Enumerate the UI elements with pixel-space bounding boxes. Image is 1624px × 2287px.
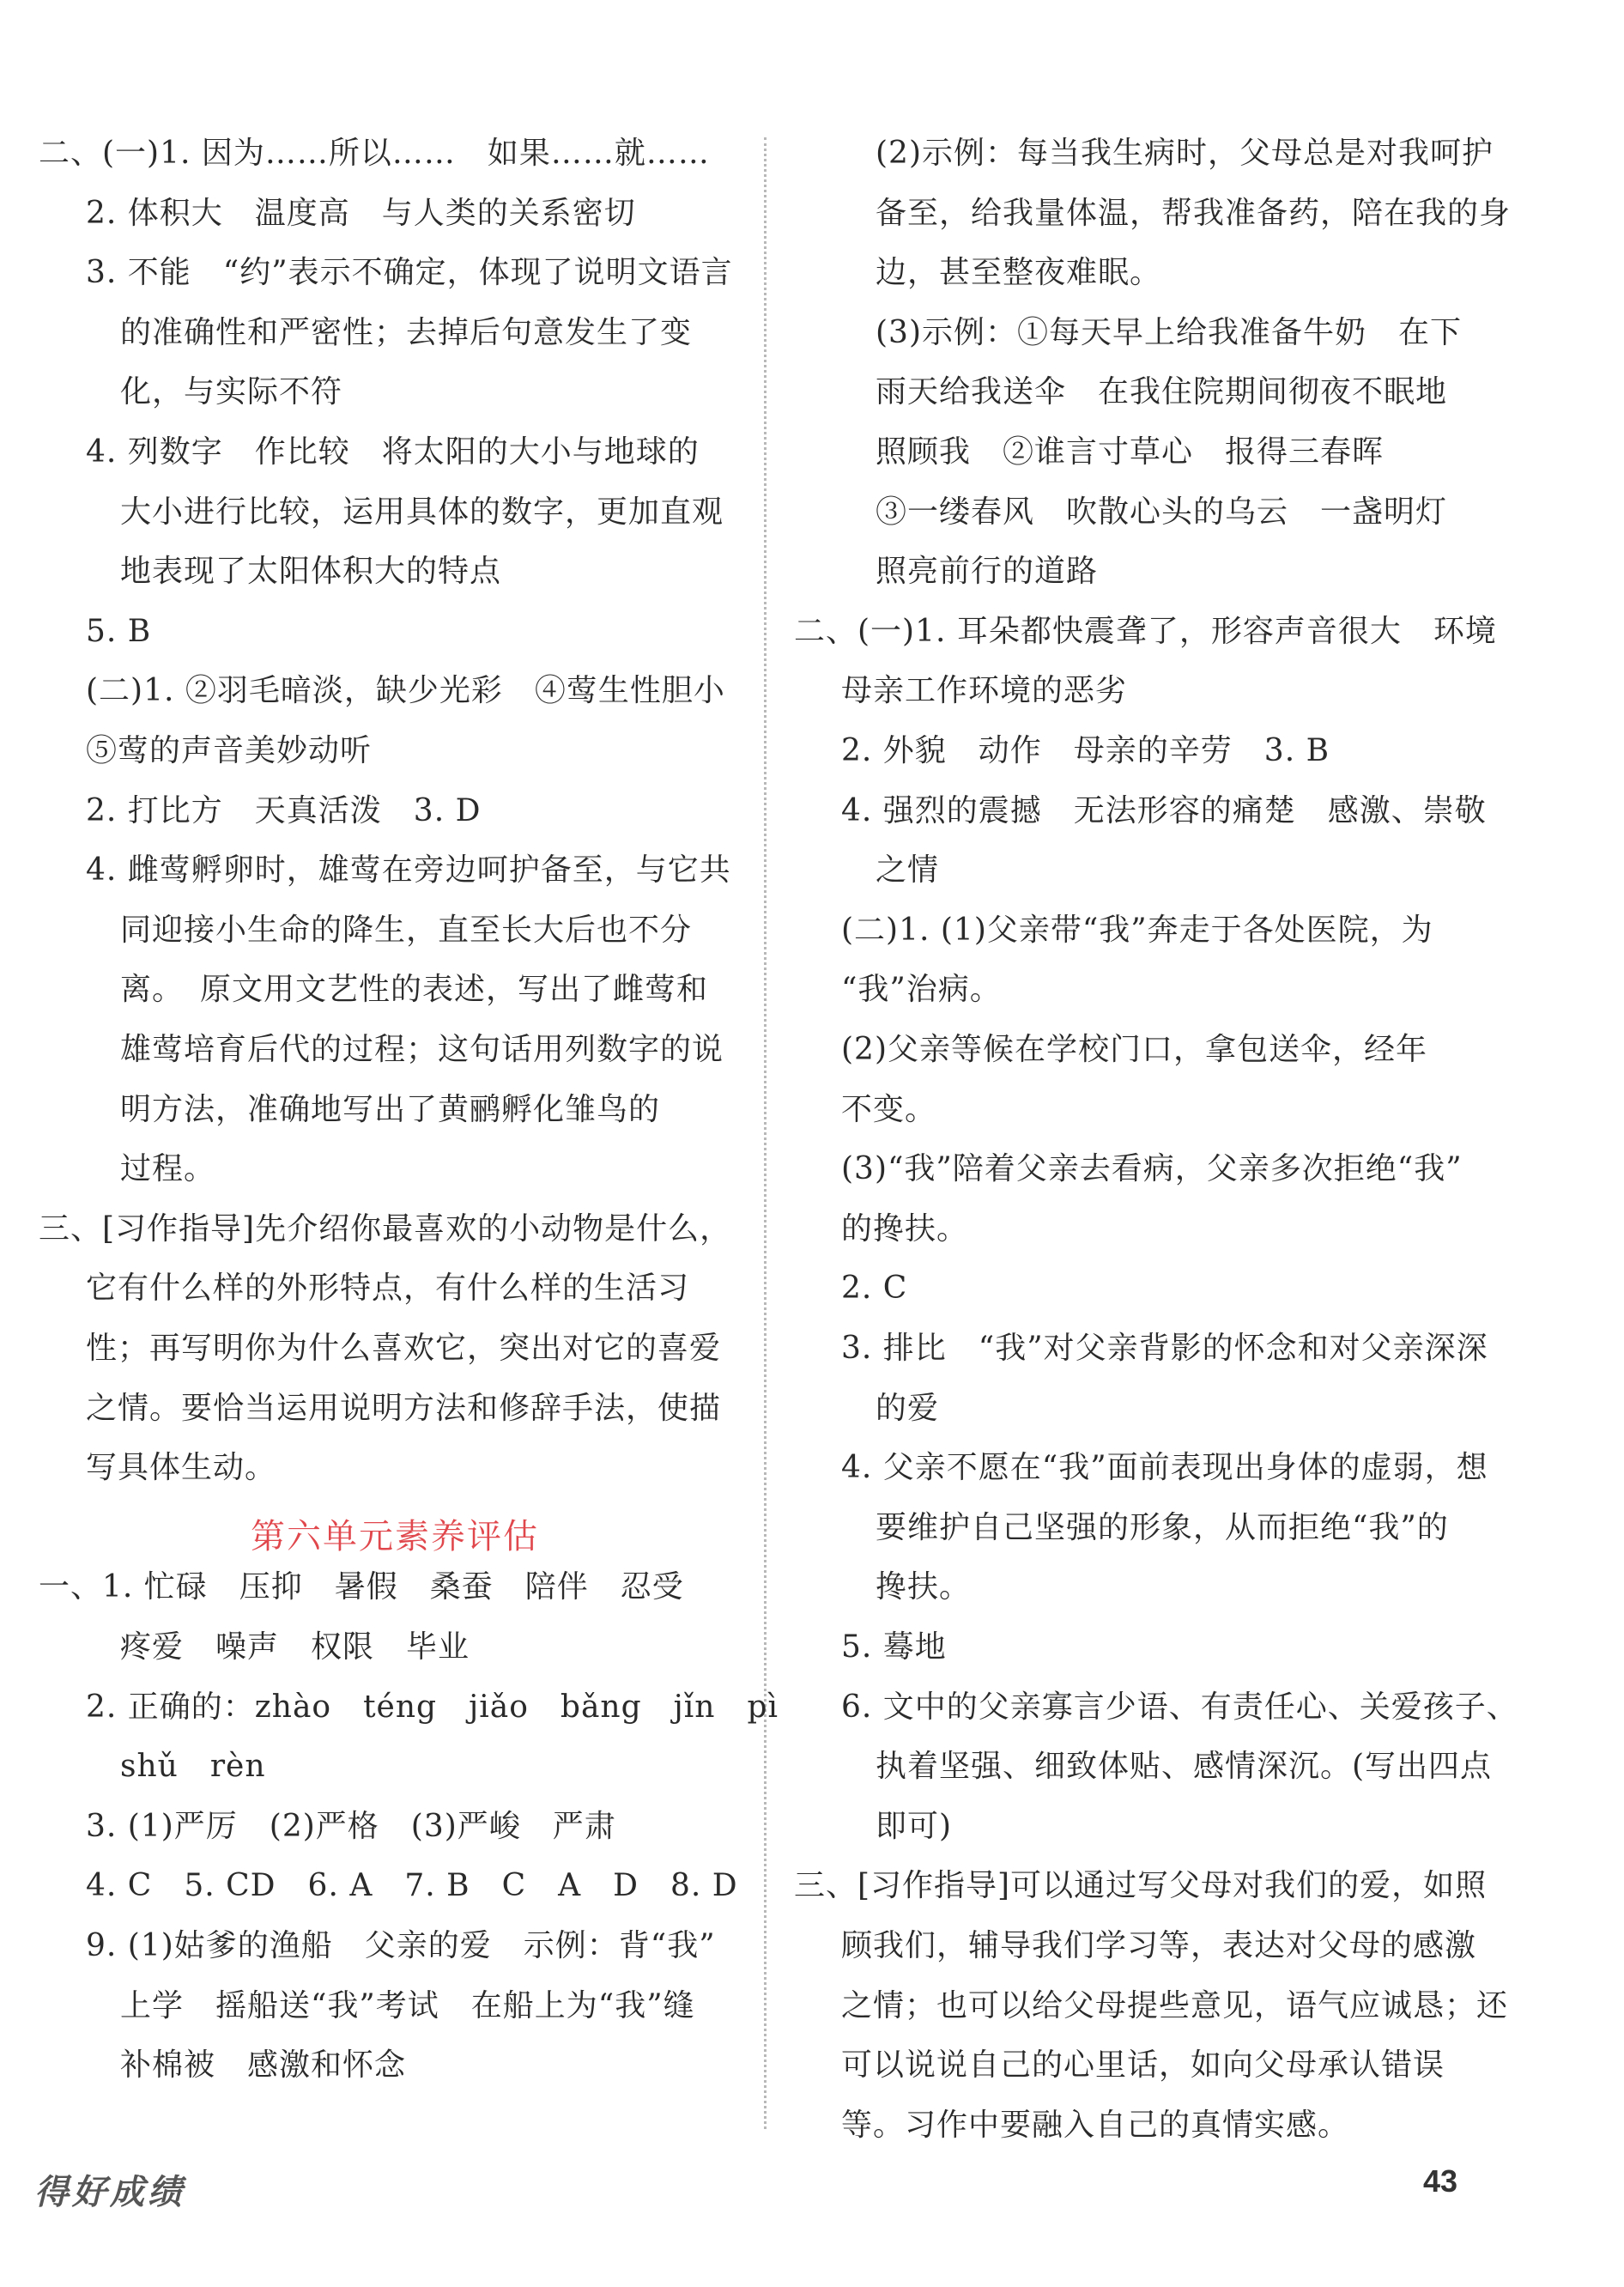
answer-line: 的准确性和严密性；去掉后句意发生了变	[120, 314, 693, 350]
answer-line: 化，与实际不符	[120, 374, 343, 410]
answer-line: 同迎接小生命的降生，直至长大后也不分	[120, 912, 693, 948]
answer-line: 过程。	[120, 1151, 216, 1187]
answer-line: shǔ rèn	[120, 1749, 266, 1785]
answer-line: 2. 正确的：zhào téng jiǎo bǎng jǐn pì	[86, 1689, 779, 1725]
answer-line: “我”治病。	[841, 972, 1002, 1008]
answer-line: 性；再写明你为什么喜欢它，突出对它的喜爱	[86, 1331, 722, 1366]
page-number: 43	[1423, 2163, 1458, 2199]
answer-line: 明方法，准确地写出了黄鹂孵化雏鸟的	[120, 1091, 661, 1127]
answer-line: 4. 列数字 作比较 将太阳的大小与地球的	[86, 434, 700, 470]
answer-line: 2. C	[841, 1271, 908, 1307]
answer-line: 母亲工作环境的恶劣	[841, 673, 1128, 709]
answer-line: 大小进行比较，运用具体的数字，更加直观	[120, 494, 724, 530]
answer-line: 5. 蓦地	[841, 1629, 947, 1665]
answer-line: 疼爱 噪声 权限 毕业	[120, 1629, 470, 1665]
answer-line: 可以说说自己的心里话，如向父母承认错误	[841, 2047, 1445, 2084]
answer-line: 执着坚强、细致体贴、感情深沉。(写出四点	[876, 1749, 1493, 1785]
answer-line: 2. 外貌 动作 母亲的辛劳 3. B	[841, 733, 1330, 768]
answer-line: 边，甚至整夜难眠。	[876, 255, 1162, 291]
answer-line: 不变。	[841, 1091, 937, 1127]
answer-line: 即可)	[876, 1808, 953, 1844]
answer-line: 它有什么样的外形特点，有什么样的生活习	[86, 1271, 690, 1307]
answer-line: 9. (1)姑爹的渔船 父亲的爱 示例：背“我”	[86, 1928, 716, 1963]
answer-line: 之情	[876, 852, 940, 889]
section-title: 第六单元素养评估	[251, 1516, 539, 1556]
footer-brand: 得好成绩	[34, 2172, 185, 2212]
answer-line: 要维护自己坚强的形象，从而拒绝“我”的	[876, 1509, 1449, 1545]
answer-line: 5. B	[86, 613, 152, 649]
answer-line: 照亮前行的道路	[876, 554, 1099, 590]
answer-line: 上学 摇船送“我”考试 在船上为“我”缝	[120, 1987, 695, 2023]
answer-line: (二)1. (1)父亲带“我”奔走于各处医院，为	[841, 912, 1433, 948]
answer-line: 三、[习作指导]可以通过写父母对我们的爱，如照	[794, 1868, 1488, 1904]
answer-line: 2. 体积大 温度高 与人类的关系密切	[86, 195, 636, 231]
answer-line: 3. 排比 “我”对父亲背影的怀念和对父亲深深	[841, 1331, 1488, 1366]
answer-line: ③一缕春风 吹散心头的乌云 一盏明灯	[876, 494, 1448, 530]
answer-line: 的搀扶。	[841, 1210, 969, 1247]
answer-line: 等。习作中要融入自己的真情实感。	[841, 2107, 1350, 2143]
answer-line: 写具体生动。	[86, 1450, 277, 1486]
answer-line: 之情。要恰当运用说明方法和修辞手法，使描	[86, 1390, 722, 1426]
answer-line: ⑤莺的声音美妙动听	[86, 733, 373, 768]
answer-line: 一、1. 忙碌 压抑 暑假 桑蚕 陪伴 忍受	[39, 1569, 684, 1605]
answer-line: 4. C 5. CD 6. A 7. B C A D 8. D	[86, 1868, 738, 1904]
answer-line: 照顾我 ②谁言寸草心 报得三春晖	[876, 434, 1385, 470]
answer-line: 地表现了太阳体积大的特点	[120, 554, 502, 590]
answer-line: 补棉被 感激和怀念	[120, 2047, 407, 2084]
answer-line: (3)示例：①每天早上给我准备牛奶 在下	[876, 314, 1462, 350]
answer-line: 二、(一)1. 因为……所以…… 如果……就……	[39, 136, 710, 171]
answer-line: 6. 文中的父亲寡言少语、有责任心、关爱孩子、	[841, 1689, 1518, 1725]
answer-line: (2)示例：每当我生病时，父母总是对我呵护	[876, 136, 1494, 171]
answer-line: 备至，给我量体温，帮我准备药，陪在我的身	[876, 195, 1512, 231]
answer-line: 二、(一)1. 耳朵都快震聋了，形容声音很大 环境	[794, 613, 1497, 649]
answer-line: 的爱	[876, 1390, 940, 1426]
answer-line: (二)1. ②羽毛暗淡，缺少光彩 ④莺生性胆小	[86, 673, 725, 709]
answer-line: 4. 父亲不愿在“我”面前表现出身体的虚弱，想	[841, 1450, 1488, 1486]
column-divider	[764, 137, 767, 2129]
answer-line: 4. 雌莺孵卵时，雄莺在旁边呵护备至，与它共	[86, 852, 731, 889]
answer-line: (3)“我”陪着父亲去看病，父亲多次拒绝“我”	[841, 1151, 1463, 1187]
answer-line: 离。 原文用文艺性的表述，写出了雌莺和	[120, 972, 709, 1008]
answer-line: 3. 不能 “约”表示不确定，体现了说明文语言	[86, 255, 733, 291]
answer-line: 三、[习作指导]先介绍你最喜欢的小动物是什么，	[39, 1210, 732, 1247]
answer-line: 之情；也可以给父母提些意见，语气应诚恳；还	[841, 1987, 1509, 2023]
answer-line: 2. 打比方 天真活泼 3. D	[86, 792, 482, 828]
answer-line: (2)父亲等候在学校门口，拿包送伞，经年	[841, 1032, 1427, 1067]
answer-line: 4. 强烈的震撼 无法形容的痛楚 感激、崇敬	[841, 792, 1487, 828]
answer-line: 搀扶。	[876, 1569, 972, 1605]
answer-line: 3. (1)严厉 (2)严格 (3)严峻 严肃	[86, 1808, 616, 1844]
answer-line: 顾我们，辅导我们学习等，表达对父母的感激	[841, 1928, 1477, 1963]
answer-line: 雨天给我送伞 在我住院期间彻夜不眠地	[876, 374, 1448, 410]
answer-line: 雄莺培育后代的过程；这句话用列数字的说	[120, 1032, 724, 1067]
